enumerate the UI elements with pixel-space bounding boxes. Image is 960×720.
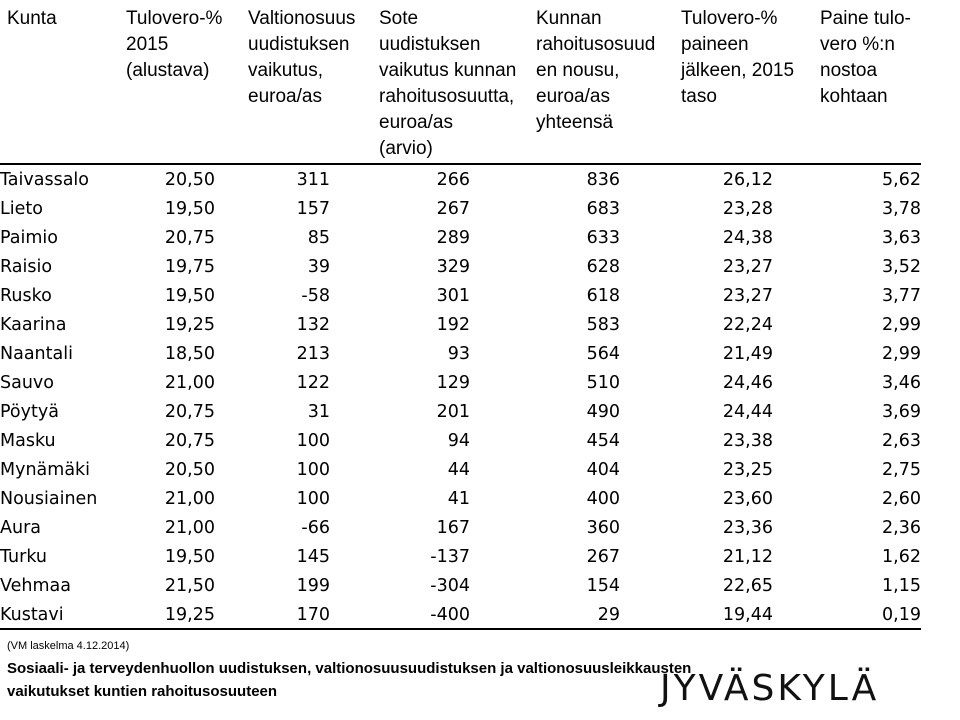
value-cell: 329 <box>436 256 470 277</box>
value-cell: 618 <box>586 285 620 306</box>
value-cell: 3,69 <box>882 401 921 422</box>
table-body <box>0 165 921 629</box>
value-cell: 170 <box>296 604 330 625</box>
table-row <box>0 397 921 426</box>
value-cell: 836 <box>586 169 620 190</box>
value-cell: 3,77 <box>882 285 921 306</box>
table-row <box>0 368 921 397</box>
value-cell: -66 <box>301 517 330 538</box>
municipality-name-cell: Naantali <box>0 343 73 364</box>
value-cell: 23,25 <box>722 459 773 480</box>
value-cell: 19,50 <box>164 198 215 219</box>
table-row <box>0 310 921 339</box>
header-tulovero-2015 <box>126 6 236 84</box>
header-text: Kunta <box>7 8 57 29</box>
value-cell: 24,44 <box>722 401 773 422</box>
table-row <box>0 281 921 310</box>
value-cell: 21,00 <box>164 488 215 509</box>
value-cell: 3,78 <box>882 198 921 219</box>
header-valtionosuus <box>248 6 368 110</box>
value-cell: 22,24 <box>722 314 773 335</box>
table-row <box>0 339 921 368</box>
value-cell: 20,75 <box>164 401 215 422</box>
value-cell: 21,50 <box>164 575 215 596</box>
value-cell: 267 <box>436 198 470 219</box>
value-cell: 404 <box>586 459 620 480</box>
value-cell: 490 <box>586 401 620 422</box>
value-cell: 3,63 <box>882 227 921 248</box>
value-cell: 267 <box>586 546 620 567</box>
value-cell: 1,15 <box>882 575 921 596</box>
table-row <box>0 571 921 600</box>
value-cell: 100 <box>296 430 330 451</box>
table-row <box>0 484 921 513</box>
value-cell: 510 <box>586 372 620 393</box>
value-cell: 360 <box>586 517 620 538</box>
municipality-name-cell: Paimio <box>0 227 58 248</box>
value-cell: 100 <box>296 459 330 480</box>
value-cell: 94 <box>447 430 470 451</box>
header-text: Valtionosuus uudistuksen vaikutus, euroa/as <box>248 8 356 107</box>
value-cell: 289 <box>436 227 470 248</box>
value-cell: 154 <box>586 575 620 596</box>
value-cell: 19,50 <box>164 546 215 567</box>
value-cell: 157 <box>296 198 330 219</box>
value-cell: 19,44 <box>722 604 773 625</box>
table-row <box>0 600 921 629</box>
logo-wordmark: JYVÄSKYLÄ <box>660 668 880 709</box>
value-cell: 24,38 <box>722 227 773 248</box>
value-cell: 3,46 <box>882 372 921 393</box>
value-cell: 20,50 <box>164 169 215 190</box>
municipality-name-cell: Turku <box>0 546 48 567</box>
value-cell: 85 <box>307 227 330 248</box>
value-cell: -58 <box>301 285 330 306</box>
municipality-table <box>0 165 921 629</box>
value-cell: 266 <box>436 169 470 190</box>
municipality-name-cell: Masku <box>0 430 56 451</box>
table-row <box>0 455 921 484</box>
header-text: Paine tulo- vero %:n nostoa kohtaan <box>820 8 911 107</box>
value-cell: 2,99 <box>882 314 921 335</box>
value-cell: 20,50 <box>164 459 215 480</box>
value-cell: 24,46 <box>722 372 773 393</box>
value-cell: 21,00 <box>164 372 215 393</box>
value-cell: 1,62 <box>882 546 921 567</box>
value-cell: 21,49 <box>722 343 773 364</box>
value-cell: 683 <box>586 198 620 219</box>
value-cell: 93 <box>447 343 470 364</box>
header-tulovero-paineen-jalkeen <box>681 6 811 110</box>
value-cell: 2,63 <box>882 430 921 451</box>
source-note: (VM laskelma 4.12.2014) <box>7 640 130 652</box>
footer-line-2: vaikutukset kuntien rahoitusosuuteen <box>7 683 278 700</box>
value-cell: 3,52 <box>882 256 921 277</box>
municipality-name-cell: Taivassalo <box>0 169 89 190</box>
value-cell: 5,62 <box>882 169 921 190</box>
value-cell: 23,36 <box>722 517 773 538</box>
value-cell: 301 <box>436 285 470 306</box>
municipality-name-cell: Kustavi <box>0 604 64 625</box>
value-cell: -400 <box>430 604 470 625</box>
value-cell: 23,38 <box>722 430 773 451</box>
municipality-name-cell: Kaarina <box>0 314 67 335</box>
value-cell: -137 <box>430 546 470 567</box>
value-cell: 2,36 <box>882 517 921 538</box>
value-cell: 213 <box>296 343 330 364</box>
table-row <box>0 426 921 455</box>
value-cell: 22,65 <box>722 575 773 596</box>
value-cell: 628 <box>586 256 620 277</box>
value-cell: 583 <box>586 314 620 335</box>
table-bottom-rule <box>0 628 921 630</box>
header-sote <box>379 6 529 162</box>
municipality-name-cell: Pöytyä <box>0 401 59 422</box>
table-row <box>0 513 921 542</box>
value-cell: 2,75 <box>882 459 921 480</box>
header-paine <box>820 6 940 110</box>
value-cell: -304 <box>430 575 470 596</box>
value-cell: 19,25 <box>164 314 215 335</box>
value-cell: 21,12 <box>722 546 773 567</box>
value-cell: 199 <box>296 575 330 596</box>
municipality-name-cell: Sauvo <box>0 372 54 393</box>
table-row <box>0 165 921 194</box>
value-cell: 400 <box>586 488 620 509</box>
value-cell: 2,99 <box>882 343 921 364</box>
header-text: Tulovero-% paineen jälkeen, 2015 taso <box>681 8 795 107</box>
value-cell: 454 <box>586 430 620 451</box>
value-cell: 23,60 <box>722 488 773 509</box>
value-cell: 23,28 <box>722 198 773 219</box>
header-kunnan-rahoitus <box>536 6 676 136</box>
footer-line-1: Sosiaali- ja terveydenhuollon uudistuksen, valtionosuusuudistuksen ja valtionosuusleikkausten <box>7 660 692 677</box>
value-cell: 19,25 <box>164 604 215 625</box>
value-cell: 39 <box>307 256 330 277</box>
municipality-name-cell: Lieto <box>0 198 43 219</box>
value-cell: 100 <box>296 488 330 509</box>
value-cell: 0,19 <box>882 604 921 625</box>
value-cell: 2,60 <box>882 488 921 509</box>
value-cell: 19,75 <box>164 256 215 277</box>
municipality-name-cell: Aura <box>0 517 41 538</box>
table-row <box>0 223 921 252</box>
value-cell: 18,50 <box>164 343 215 364</box>
value-cell: 41 <box>447 488 470 509</box>
header-kunta <box>7 6 117 32</box>
header-text: Tulovero-% 2015 (alustava) <box>126 8 223 81</box>
jyvaskyla-logo <box>660 668 880 712</box>
value-cell: 23,27 <box>722 285 773 306</box>
municipality-name-cell: Raisio <box>0 256 53 277</box>
value-cell: 44 <box>447 459 470 480</box>
value-cell: 132 <box>296 314 330 335</box>
table-row <box>0 194 921 223</box>
value-cell: 129 <box>436 372 470 393</box>
value-cell: 633 <box>586 227 620 248</box>
municipality-name-cell: Vehmaa <box>0 575 71 596</box>
value-cell: 145 <box>296 546 330 567</box>
value-cell: 564 <box>586 343 620 364</box>
value-cell: 19,50 <box>164 285 215 306</box>
header-text: Kunnan rahoitusosuud en nousu, euroa/as yhteensä <box>536 8 656 133</box>
value-cell: 20,75 <box>164 227 215 248</box>
value-cell: 26,12 <box>722 169 773 190</box>
municipality-name-cell: Rusko <box>0 285 52 306</box>
table-row <box>0 252 921 281</box>
value-cell: 31 <box>307 401 330 422</box>
value-cell: 167 <box>436 517 470 538</box>
value-cell: 23,27 <box>722 256 773 277</box>
table-row <box>0 542 921 571</box>
municipality-name-cell: Mynämäki <box>0 459 91 480</box>
municipality-name-cell: Nousiainen <box>0 488 98 509</box>
value-cell: 29 <box>597 604 620 625</box>
value-cell: 20,75 <box>164 430 215 451</box>
value-cell: 122 <box>296 372 330 393</box>
value-cell: 201 <box>436 401 470 422</box>
value-cell: 21,00 <box>164 517 215 538</box>
value-cell: 311 <box>296 169 330 190</box>
header-text: Sote uudistuksen vaikutus kunnan rahoitusosuutta, euroa/as (arvio) <box>379 8 517 159</box>
value-cell: 192 <box>436 314 470 335</box>
